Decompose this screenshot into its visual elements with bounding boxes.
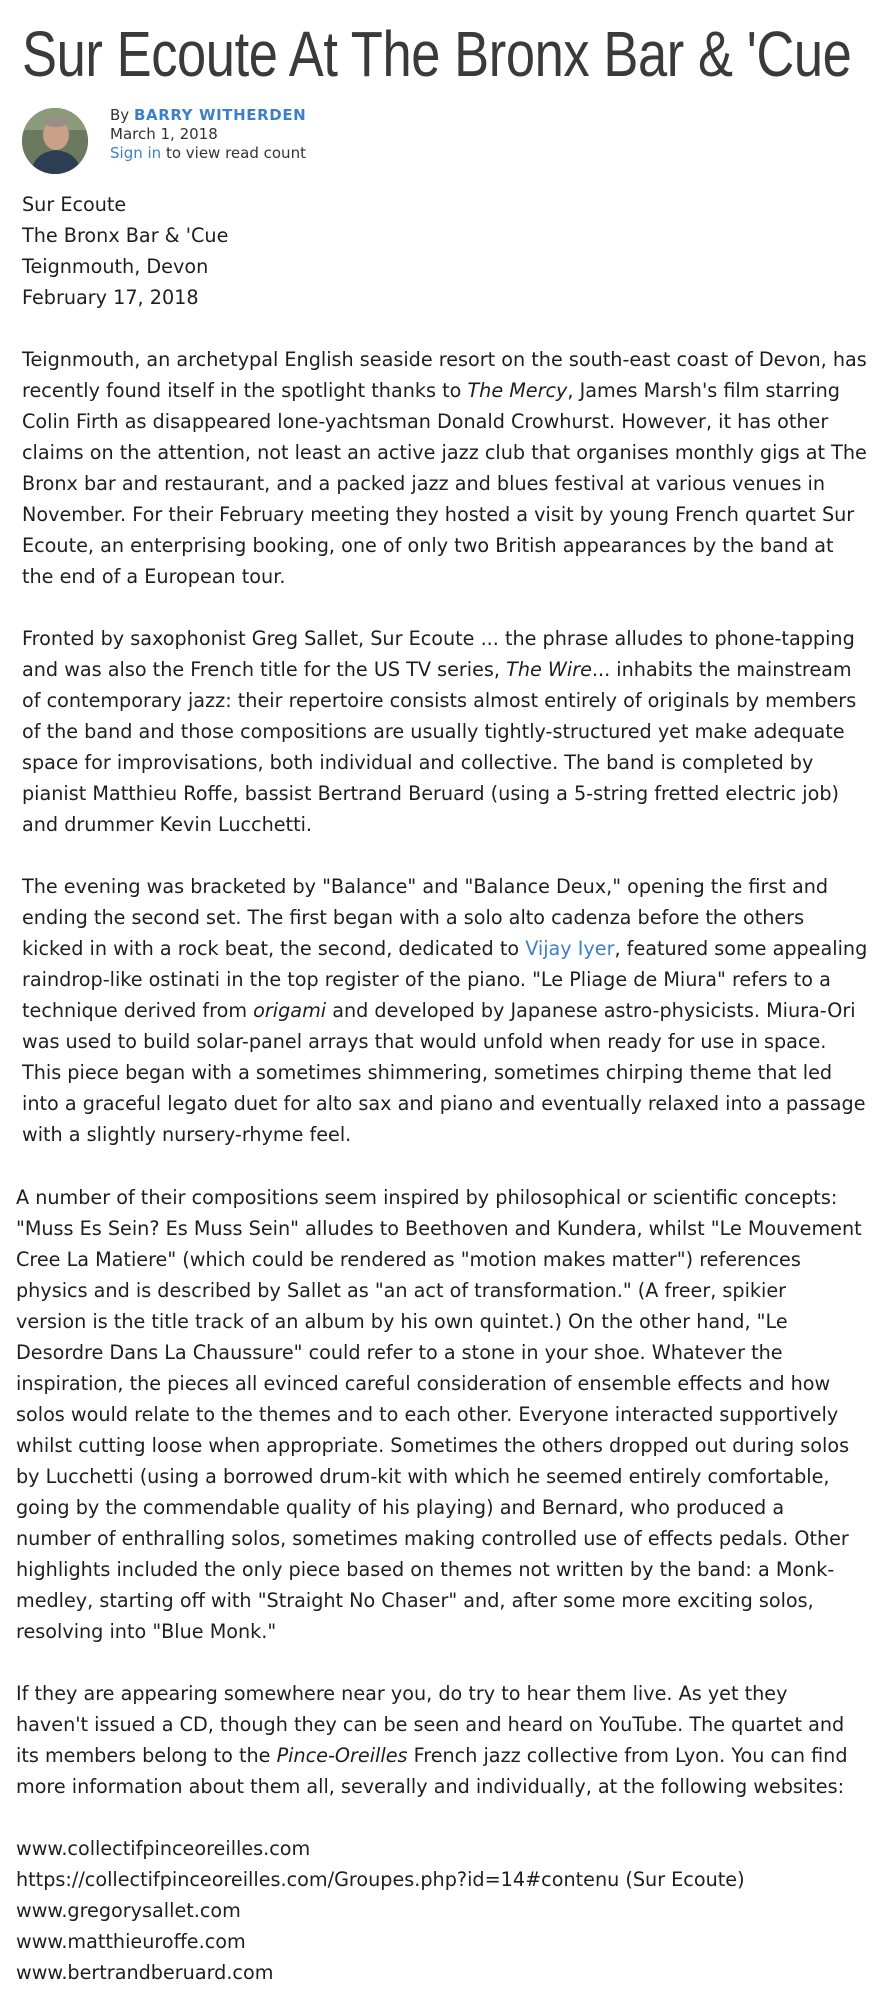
byline-meta: [110, 106, 306, 163]
author-link[interactable]: BARRY WITHERDEN: [133, 106, 307, 124]
author-avatar[interactable]: [22, 108, 88, 174]
gig-place: Teignmouth, Devon: [22, 255, 209, 278]
paragraph-2: Fronted by saxophonist Greg Sallet, Sur Ecoute ... the phrase alludes to phone-tapping and was also the French title for the US TV series, The Wire... inhabits the mainstream of contemporary jazz: their repertoire consists almost entirely of originals by members of the band and those compositions are usually tightly-structured yet make adequate space for improvisations, both individual and collective. The band is completed by pianist Matthieu Roffe, bassist Bertrand Beruard (using a 5-string fretted electric job) and drummer Kevin Lucchetti.: [22, 627, 857, 836]
website-item: https://collectifpinceoreilles.com/Groupes.php?id=14#contenu (Sur Ecoute): [16, 1868, 745, 1891]
publish-date: March 1, 2018: [110, 125, 218, 143]
origami-term: origami: [253, 999, 327, 1022]
author-photo: [22, 108, 88, 174]
vijay-iyer-link[interactable]: Vijay Iyer: [525, 937, 615, 960]
film-title: The Mercy: [467, 379, 568, 402]
gig-venue: The Bronx Bar & 'Cue: [22, 224, 229, 247]
website-item: www.bertrandberuard.com: [16, 1961, 274, 1984]
paragraph-4: A number of their compositions seem inspired by philosophical or scientific concepts: "Muss Es Sein? Es Muss Sein" alludes to Beethoven and Kundera, whilst "Le Mouvement Cree La Matiere" (which could be rendered as "motion makes matter") references physics and is described by Sallet as "an act of transformation." (A freer, spikier version is the title track of an album by his own quintet.) On the other hand, "Le Desordre Dans La Chaussure" could refer to a stone in your shoe. Whatever the inspiration, the pieces all evinced careful consideration of ensemble effects and how solos would relate to the themes and to each other. Everyone interacted supportively whilst cutting loose when appropriate. Sometimes the others dropped out during solos by Lucchetti (using a borrowed drum-kit with which he seemed entirely comfortable, going by the commendable quality of his playing) and Bernard, who produced a number of enthralling solos, sometimes making controlled use of effects pedals. Other highlights included the only piece based on themes not written by the band: a Monk-medley, starting off with "Straight No Chaser" and, after some more exciting solos, resolving into "Blue Monk.": [16, 1186, 862, 1643]
page-title: Sur Ecoute At The Bronx Bar & 'Cue: [22, 18, 852, 90]
paragraph-5: If they are appearing somewhere near you, do try to hear them live. As yet they haven't issued a CD, though they can be seen and heard on YouTube. The quartet and its members belong to the Pince-Oreilles French jazz collective from Lyon. You can find more information about them all, severally and individually, at the following websites:: [16, 1682, 848, 1798]
website-item: www.collectifpinceoreilles.com: [16, 1837, 311, 1860]
by-label: By: [110, 106, 130, 124]
website-item: www.gregorysallet.com: [16, 1899, 241, 1922]
collective-name: Pince-Oreilles: [276, 1744, 408, 1767]
website-list: [16, 1833, 862, 1988]
sign-in-link[interactable]: Sign in: [110, 144, 162, 162]
gig-date: February 17, 2018: [22, 286, 199, 309]
read-count-text: to view read count: [165, 144, 306, 162]
article-body-continued: [16, 1182, 862, 1988]
website-item: www.matthieuroffe.com: [16, 1930, 246, 1953]
paragraph-3: The evening was bracketed by "Balance" and "Balance Deux," opening the first and ending the second set. The first began with a solo alto cadenza before the others kicked in with a rock beat, the second, dedicated to Vijay Iyer, featured some appealing raindrop-like ostinati in the top register of the piano. "Le Pliage de Miura" refers to a technique derived from origami and developed by Japanese astro-physicists. Miura-Ori was used to build solar-panel arrays that would unfold when ready for use in space. This piece began with a sometimes shimmering, sometimes chirping theme that led into a graceful legato duet for alto sax and piano and eventually relaxed into a passage with a slightly nursery-rhyme feel.: [22, 875, 868, 1146]
paragraph-1: Teignmouth, an archetypal English seaside resort on the south-east coast of Devon, has recently found itself in the spotlight thanks to The Mercy, James Marsh's film starring Colin Firth as disappeared lone-yachtsman Donald Crowhurst. However, it has other claims on the attention, not least an active jazz club that organises monthly gigs at The Bronx bar and restaurant, and a packed jazz and blues festival at various venues in November. For their February meeting they hosted a visit by young French quartet Sur Ecoute, an enterprising booking, one of only two British appearances by the band at the end of a European tour.: [22, 348, 867, 588]
gig-band: Sur Ecoute: [22, 193, 127, 216]
gig-details: [22, 189, 868, 313]
tv-series-title: The Wire: [506, 658, 592, 681]
article-body: [22, 189, 868, 1150]
